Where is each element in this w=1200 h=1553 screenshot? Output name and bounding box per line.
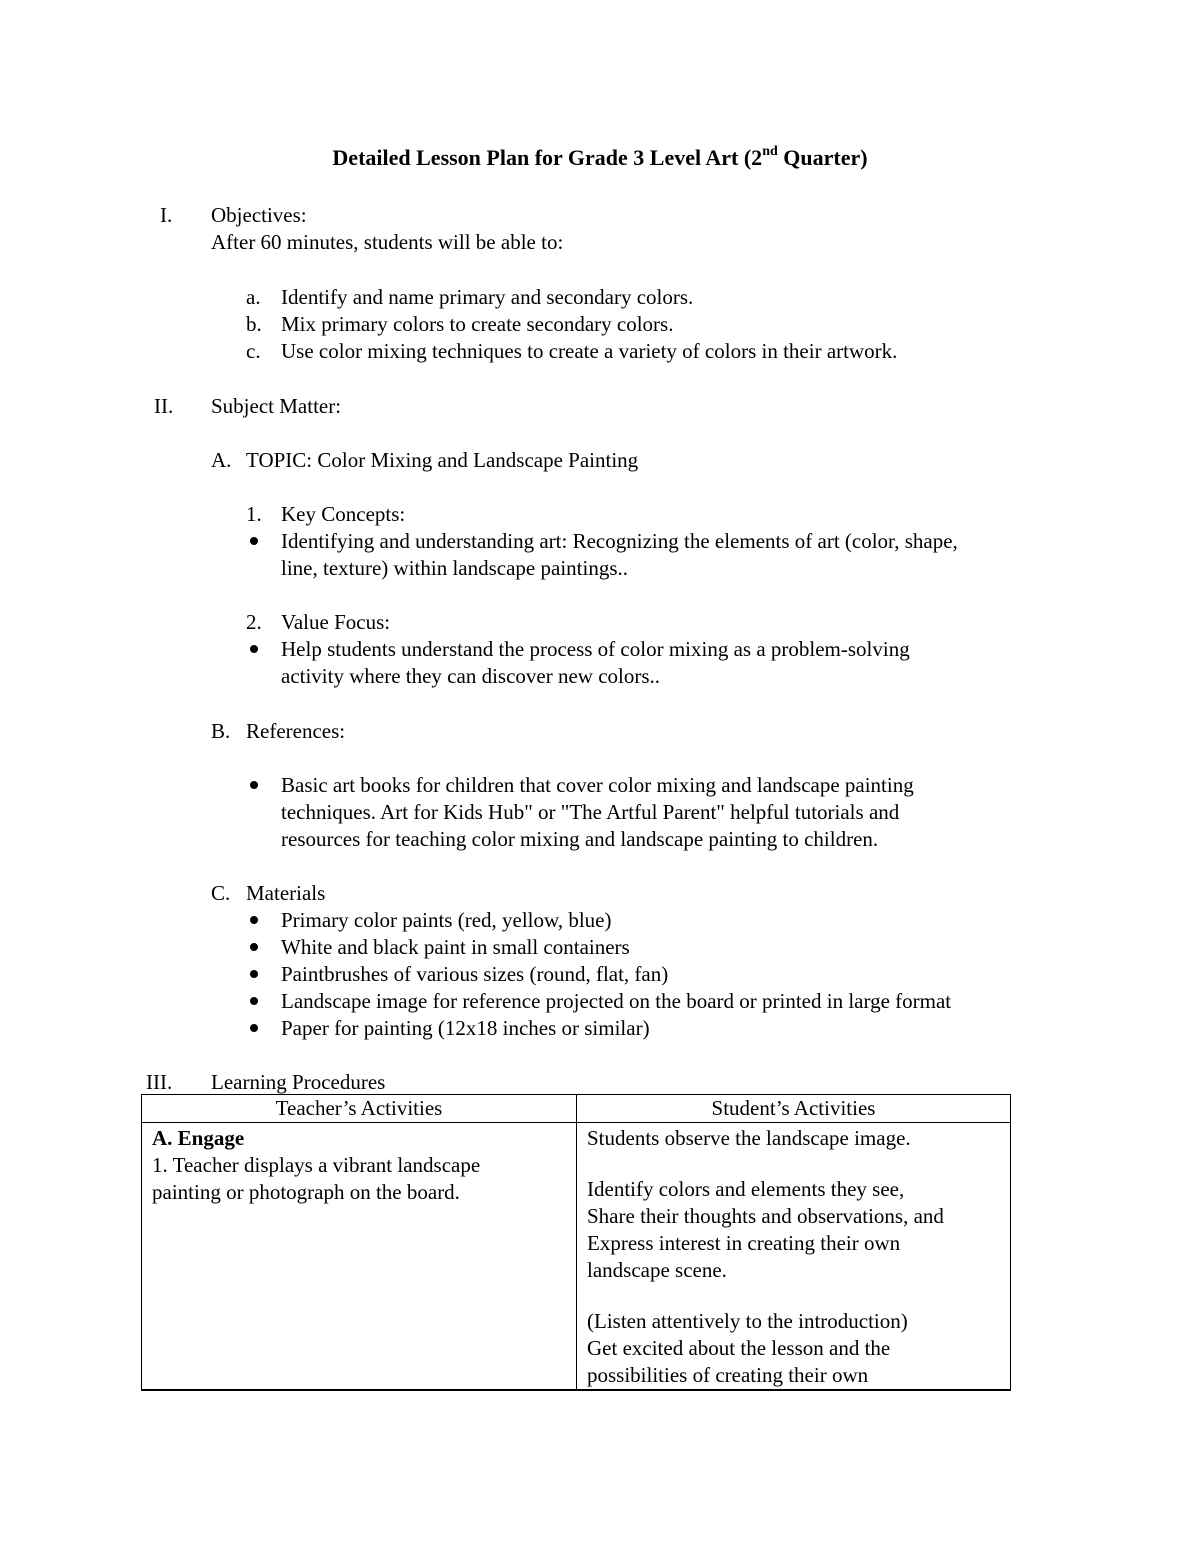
bullet-icon	[250, 916, 258, 924]
objective-item-b: Mix primary colors to create secondary colors.	[281, 312, 674, 336]
student-activity-line: Identify colors and elements they see,	[587, 1177, 905, 1201]
bullet-icon	[250, 943, 258, 951]
paragraph-gap	[587, 1284, 1000, 1308]
materials-item: Primary color paints (red, yellow, blue)	[281, 908, 612, 932]
value-focus-bullet-line-1: Help students understand the process of color mixing as a problem-solving	[281, 637, 910, 661]
objective-item-a: Identify and name primary and secondary colors.	[281, 285, 694, 309]
title-superscript: nd	[762, 143, 778, 159]
bullet-icon	[250, 645, 258, 653]
table-header-row	[142, 1095, 1011, 1123]
bullet-icon	[250, 537, 258, 545]
student-activity-line: (Listen attentively to the introduction)	[587, 1309, 908, 1333]
value-focus-marker: 2.	[246, 610, 262, 634]
section-number-subject-matter: II.	[154, 394, 174, 418]
table-row	[142, 1123, 1011, 1391]
paragraph-gap	[587, 1152, 1000, 1176]
student-activity-line: possibilities of creating their own	[587, 1363, 869, 1387]
key-concepts-bullet-line-2: line, texture) within landscape paintings..	[281, 556, 628, 580]
student-activity-line: Express interest in creating their own	[587, 1231, 901, 1255]
objectives-intro: After 60 minutes, students will be able to:	[211, 230, 564, 254]
objectives-heading: Objectives:	[211, 203, 307, 227]
key-concepts-marker: 1.	[246, 502, 262, 526]
procedures-heading: Learning Procedures	[211, 1070, 386, 1094]
materials-heading: Materials	[246, 881, 326, 905]
procedures-table	[141, 1094, 1011, 1391]
references-marker: B.	[211, 719, 231, 743]
objective-marker-c: c.	[246, 339, 261, 363]
section-number-objectives: I.	[160, 203, 173, 227]
student-activity-line: Share their thoughts and observations, and	[587, 1204, 944, 1228]
references-bullet-line-2: techniques. Art for Kids Hub" or "The Artful Parent" helpful tutorials and	[281, 800, 900, 824]
teacher-activities-cell	[142, 1123, 577, 1391]
student-activity-line: Get excited about the lesson and the	[587, 1336, 891, 1360]
student-activities-header: Student’s Activities	[577, 1095, 1011, 1123]
materials-item: Paintbrushes of various sizes (round, flat, fan)	[281, 962, 669, 986]
student-activities-cell	[577, 1123, 1011, 1391]
materials-item: White and black paint in small containers	[281, 935, 630, 959]
bullet-icon	[250, 1024, 258, 1032]
key-concepts-bullet-line-1: Identifying and understanding art: Recognizing the elements of art (color, shape,	[281, 529, 958, 553]
teacher-activities-header: Teacher’s Activities	[142, 1095, 577, 1123]
teacher-activity-line: 1. Teacher displays a vibrant landscape	[152, 1153, 481, 1177]
student-activity-line: landscape scene.	[587, 1258, 727, 1282]
value-focus-bullet-line-2: activity where they can discover new colors..	[281, 664, 661, 688]
key-concepts-heading: Key Concepts:	[281, 502, 406, 526]
section-number-procedures: III.	[146, 1070, 173, 1094]
subject-matter-heading: Subject Matter:	[211, 394, 342, 418]
student-activity-line: Students observe the landscape image.	[587, 1126, 911, 1150]
references-heading: References:	[246, 719, 346, 743]
materials-item: Paper for painting (12x18 inches or similar)	[281, 1016, 650, 1040]
bullet-icon	[250, 997, 258, 1005]
objective-marker-a: a.	[246, 285, 261, 309]
topic-marker: A.	[211, 448, 232, 472]
materials-item: Landscape image for reference projected on the board or printed in large format	[281, 989, 952, 1013]
objective-item-c: Use color mixing techniques to create a variety of colors in their artwork.	[281, 339, 898, 363]
materials-marker: C.	[211, 881, 231, 905]
bullet-icon	[250, 970, 258, 978]
document-title: Detailed Lesson Plan for Grade 3 Level Art (2nd Quarter)	[332, 143, 868, 170]
topic-text: TOPIC: Color Mixing and Landscape Painting	[246, 448, 639, 472]
teacher-activity-line: painting or photograph on the board.	[152, 1180, 460, 1204]
value-focus-heading: Value Focus:	[281, 610, 391, 634]
references-bullet-line-1: Basic art books for children that cover color mixing and landscape painting	[281, 773, 914, 797]
bullet-icon	[250, 781, 258, 789]
references-bullet-line-3: resources for teaching color mixing and landscape painting to children.	[281, 827, 879, 851]
stage-title: A. Engage	[152, 1126, 245, 1150]
objective-marker-b: b.	[246, 312, 262, 336]
